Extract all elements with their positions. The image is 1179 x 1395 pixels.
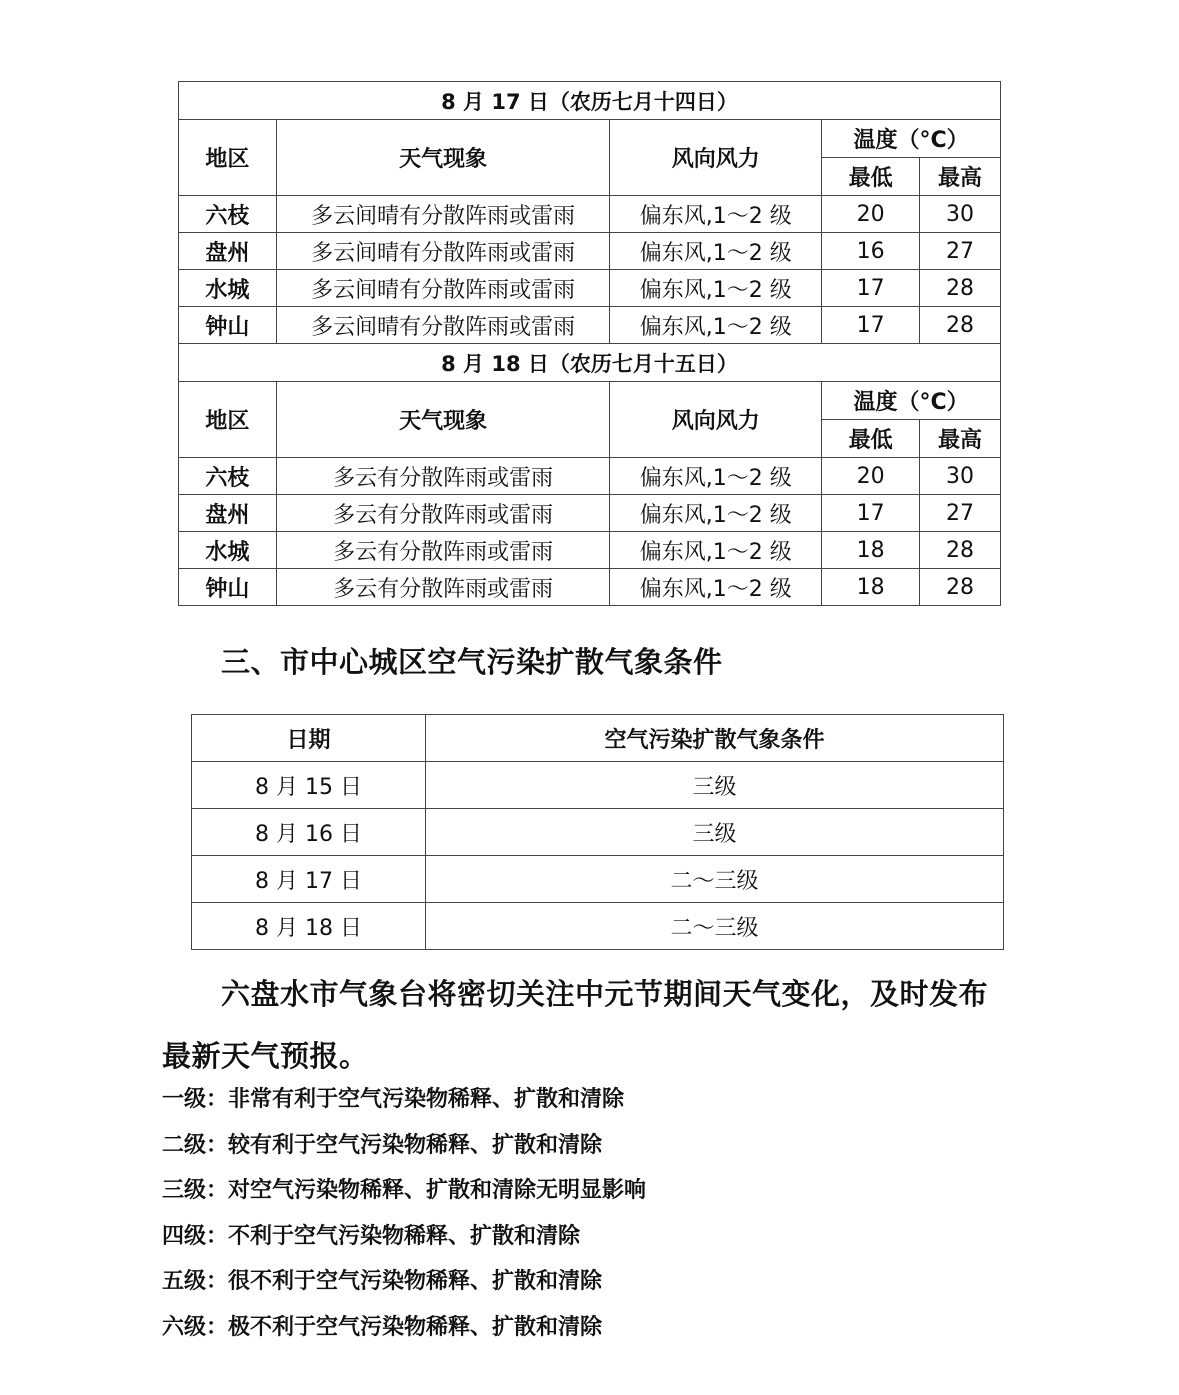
cell-condition: 三级 xyxy=(426,762,1004,809)
cell-region: 六枝 xyxy=(179,458,277,495)
header-region: 地区 xyxy=(179,382,277,458)
cell-wind: 偏东风,1～2 级 xyxy=(610,458,822,495)
cell-weather: 多云有分散阵雨或雷雨 xyxy=(276,532,610,569)
forecast-date-row xyxy=(179,344,1001,382)
forecast-header-row xyxy=(179,120,1001,158)
forecast-date: 8 月 17 日（农历七月十四日） xyxy=(179,82,1001,120)
cell-date: 8 月 15 日 xyxy=(192,762,426,809)
table-row xyxy=(192,856,1004,903)
list-item: 六级：极不利于空气污染物稀释、扩散和清除 xyxy=(162,1314,603,1340)
header-wind: 风向风力 xyxy=(610,382,822,458)
table-row xyxy=(192,809,1004,856)
header-weather: 天气现象 xyxy=(276,120,610,196)
cell-high: 28 xyxy=(920,270,1001,307)
header-low: 最低 xyxy=(822,420,920,458)
cell-wind: 偏东风,1～2 级 xyxy=(610,495,822,532)
list-item: 四级：不利于空气污染物稀释、扩散和清除 xyxy=(162,1223,581,1249)
table-row xyxy=(179,233,1001,270)
cell-wind: 偏东风,1～2 级 xyxy=(610,532,822,569)
cell-weather: 多云有分散阵雨或雷雨 xyxy=(276,495,610,532)
header-temperature: 温度（°C） xyxy=(822,382,1001,420)
cell-wind: 偏东风,1～2 级 xyxy=(610,307,822,344)
table-row xyxy=(179,458,1001,495)
cell-high: 30 xyxy=(920,458,1001,495)
cell-wind: 偏东风,1～2 级 xyxy=(610,196,822,233)
cell-low: 16 xyxy=(822,233,920,270)
cell-weather: 多云间晴有分散阵雨或雷雨 xyxy=(276,196,610,233)
closing-paragraph-line2: 最新天气预报。 xyxy=(162,1039,369,1073)
cell-weather: 多云间晴有分散阵雨或雷雨 xyxy=(276,233,610,270)
cell-high: 28 xyxy=(920,307,1001,344)
cell-region: 钟山 xyxy=(179,569,277,606)
forecast-date-row xyxy=(179,82,1001,120)
cell-date: 8 月 18 日 xyxy=(192,903,426,950)
forecast-date: 8 月 18 日（农历七月十五日） xyxy=(179,344,1001,382)
header-high: 最高 xyxy=(920,158,1001,196)
cell-low: 18 xyxy=(822,569,920,606)
cell-wind: 偏东风,1～2 级 xyxy=(610,233,822,270)
cell-high: 27 xyxy=(920,233,1001,270)
cell-weather: 多云间晴有分散阵雨或雷雨 xyxy=(276,270,610,307)
weather-forecast-table xyxy=(178,81,1001,606)
table-row xyxy=(192,762,1004,809)
header-region: 地区 xyxy=(179,120,277,196)
cell-region: 水城 xyxy=(179,532,277,569)
cell-high: 27 xyxy=(920,495,1001,532)
cell-weather: 多云间晴有分散阵雨或雷雨 xyxy=(276,307,610,344)
cell-wind: 偏东风,1～2 级 xyxy=(610,569,822,606)
table-row xyxy=(179,495,1001,532)
cell-high: 28 xyxy=(920,532,1001,569)
cell-low: 20 xyxy=(822,458,920,495)
list-item: 三级：对空气污染物稀释、扩散和清除无明显影响 xyxy=(162,1178,647,1204)
cell-region: 盘州 xyxy=(179,233,277,270)
cell-weather: 多云有分散阵雨或雷雨 xyxy=(276,458,610,495)
header-low: 最低 xyxy=(822,158,920,196)
table-row xyxy=(179,569,1001,606)
table-row xyxy=(179,196,1001,233)
closing-paragraph-line1: 六盘水市气象台将密切关注中元节期间天气变化，及时发布 xyxy=(221,977,989,1011)
cell-region: 水城 xyxy=(179,270,277,307)
header-condition: 空气污染扩散气象条件 xyxy=(426,715,1004,762)
cell-condition: 二～三级 xyxy=(426,903,1004,950)
air-pollution-table xyxy=(191,714,1004,950)
table-row xyxy=(179,532,1001,569)
cell-low: 20 xyxy=(822,196,920,233)
cell-region: 钟山 xyxy=(179,307,277,344)
header-date: 日期 xyxy=(192,715,426,762)
cell-region: 盘州 xyxy=(179,495,277,532)
air-table-header-row xyxy=(192,715,1004,762)
forecast-header-row xyxy=(179,382,1001,420)
header-temperature: 温度（°C） xyxy=(822,120,1001,158)
header-wind: 风向风力 xyxy=(610,120,822,196)
level-definitions-list xyxy=(162,1085,646,1359)
cell-region: 六枝 xyxy=(179,196,277,233)
cell-low: 17 xyxy=(822,270,920,307)
cell-high: 30 xyxy=(920,196,1001,233)
cell-weather: 多云有分散阵雨或雷雨 xyxy=(276,569,610,606)
list-item: 二级：较有利于空气污染物稀释、扩散和清除 xyxy=(162,1132,603,1158)
list-item: 五级：很不利于空气污染物稀释、扩散和清除 xyxy=(162,1269,603,1295)
table-row xyxy=(192,903,1004,950)
cell-high: 28 xyxy=(920,569,1001,606)
table-row xyxy=(179,307,1001,344)
header-weather: 天气现象 xyxy=(276,382,610,458)
cell-date: 8 月 17 日 xyxy=(192,856,426,903)
cell-condition: 三级 xyxy=(426,809,1004,856)
cell-low: 18 xyxy=(822,532,920,569)
cell-low: 17 xyxy=(822,495,920,532)
cell-condition: 二～三级 xyxy=(426,856,1004,903)
list-item: 一级：非常有利于空气污染物稀释、扩散和清除 xyxy=(162,1087,625,1112)
cell-date: 8 月 16 日 xyxy=(192,809,426,856)
header-high: 最高 xyxy=(920,420,1001,458)
cell-low: 17 xyxy=(822,307,920,344)
section-heading: 三、市中心城区空气污染扩散气象条件 xyxy=(221,645,723,679)
cell-wind: 偏东风,1～2 级 xyxy=(610,270,822,307)
table-row xyxy=(179,270,1001,307)
